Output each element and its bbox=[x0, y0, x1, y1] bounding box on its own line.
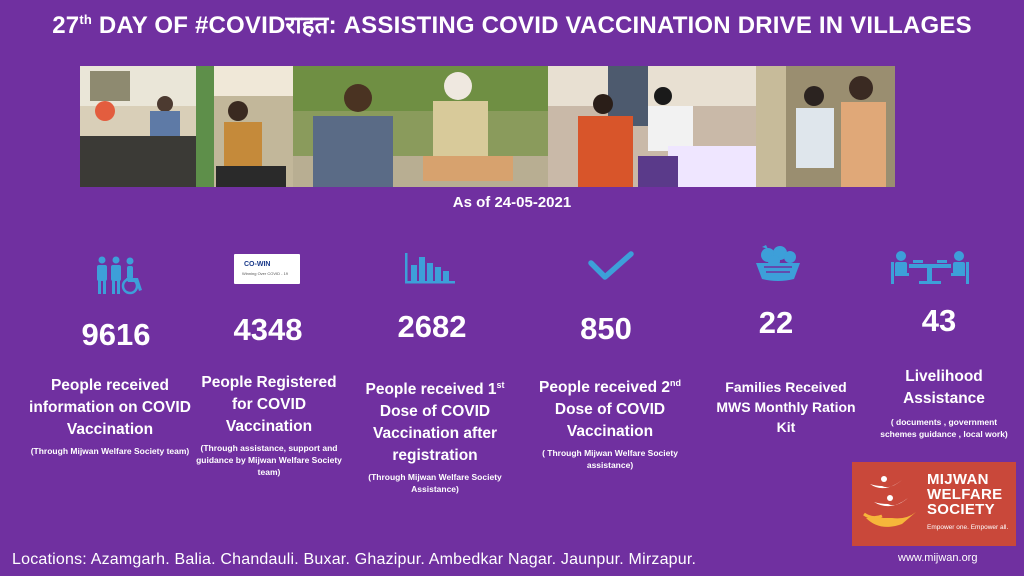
stat-value-first-dose: 2682 bbox=[397, 309, 467, 344]
stat-registered bbox=[195, 372, 343, 478]
stat-value-ration-kit: 22 bbox=[758, 305, 794, 340]
bar-chart-icon bbox=[405, 253, 455, 285]
stat-first-dose bbox=[357, 374, 513, 495]
mijwan-emblem-icon bbox=[862, 474, 920, 536]
photo-registration bbox=[196, 66, 293, 187]
photo-vaccination bbox=[548, 66, 756, 187]
stat-label: Families Received MWS Monthly Ration Kit bbox=[716, 379, 856, 435]
mijwan-logo bbox=[852, 462, 1016, 546]
stat-label: Livelihood Assistance bbox=[903, 368, 985, 407]
stat-ration-kit bbox=[712, 377, 860, 437]
stat-label: People received 1st Dose of COVID Vaccination after registration bbox=[365, 380, 505, 465]
website-link[interactable]: www.mijwan.org bbox=[898, 552, 978, 564]
page-title: 27th DAY OF #COVIDराहत: ASSISTING COVID VACCINATION DRIVE IN VILLAGES bbox=[52, 12, 972, 39]
stat-value-livelihood: 43 bbox=[921, 303, 957, 338]
photo-strip bbox=[80, 66, 895, 187]
stat-label: People received information on COVID Vaccination bbox=[29, 377, 191, 438]
logo-wordmark: MIJWAN WELFARE SOCIETY bbox=[927, 471, 1003, 518]
photo-outdoor-guidance bbox=[293, 66, 548, 187]
stat-note: (Through assistance, support and guidance by Mijwan Welfare Society team) bbox=[196, 443, 342, 477]
meeting-table-icon bbox=[889, 250, 971, 284]
cowin-logo: CO-WIN Winning Over COVID - 19 bbox=[234, 254, 300, 284]
stat-note: ( Through Mijwan Welfare Society assistance) bbox=[542, 448, 678, 471]
locations-text: Locations: Azamgarh. Balia. Chandauli. Buxar. Ghazipur. Ambedkar Nagar. Jaunpur. Mirzapur. bbox=[12, 551, 697, 568]
stat-second-dose bbox=[532, 372, 688, 471]
photo-health-worker bbox=[756, 66, 895, 187]
as-of-date: As of 24-05-2021 bbox=[452, 194, 572, 211]
stat-label: People Registered for COVID Vaccination bbox=[201, 374, 337, 435]
stat-label: People received 2nd Dose of COVID Vaccination bbox=[539, 378, 681, 441]
stat-value-information: 9616 bbox=[81, 317, 151, 352]
stat-value-registered: 4348 bbox=[233, 312, 303, 347]
stat-note: (Through Mijwan Welfare Society Assistance) bbox=[368, 472, 502, 495]
fruit-basket-icon bbox=[754, 245, 802, 283]
logo-tagline: Empower one. Empower all. bbox=[927, 524, 1009, 531]
checkmark-icon bbox=[588, 251, 634, 281]
stat-livelihood bbox=[880, 366, 1008, 440]
stat-information bbox=[20, 375, 200, 457]
stat-note: (Through Mijwan Welfare Society team) bbox=[30, 446, 190, 456]
photo-office bbox=[80, 66, 196, 187]
stat-note: ( documents , government schemes guidance , local work) bbox=[880, 417, 1008, 439]
people-icon bbox=[96, 256, 146, 296]
stat-value-second-dose: 850 bbox=[580, 311, 632, 346]
